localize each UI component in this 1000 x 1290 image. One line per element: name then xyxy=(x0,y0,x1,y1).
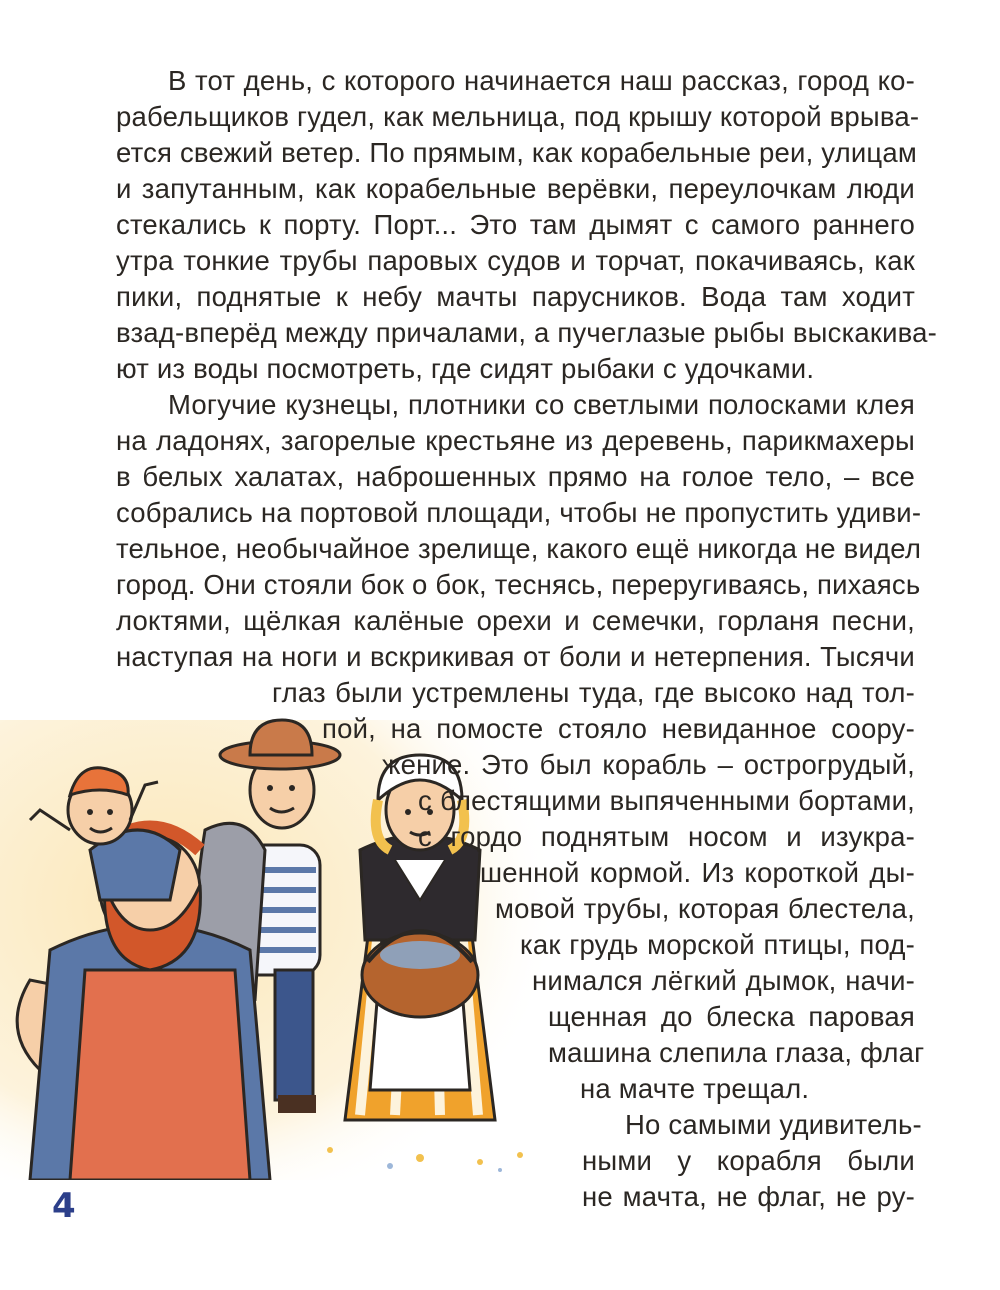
text-line: нимался лёгкий дымок, начи- xyxy=(532,965,915,996)
text-line: жение. Это был корабль – острогрудый, xyxy=(382,749,915,780)
text-line: на ладонях, загорелые крестьяне из деревень, парикмахеры xyxy=(116,425,915,456)
text-line: машина слепила глаза, флаг xyxy=(548,1037,925,1068)
text-line: с блестящими выпяченными бортами, xyxy=(418,785,915,816)
text-line: и запутанным, как корабельные верёвки, переулочкам люди xyxy=(116,173,915,204)
text-line: Могучие кузнецы, плотники со светлыми полосками клея xyxy=(168,389,915,420)
text-line: шенной кормой. Из короткой ды- xyxy=(480,857,915,888)
text-line: рабельщиков гудел, как мельница, под крышу которой врыва- xyxy=(116,101,920,132)
text-line: пики, поднятые к небу мачты парусников. Вода там ходит xyxy=(116,281,915,312)
text-line: локтями, щёлкая калёные орехи и семечки, горланя песни, xyxy=(116,605,915,636)
text-line: Но самыми удивитель- xyxy=(625,1109,922,1140)
text-line: щенная до блеска паровая xyxy=(548,1001,915,1032)
text-line: ется свежий ветер. По прямым, как корабельные реи, улицам xyxy=(116,137,917,168)
text-line: ными у корабля были xyxy=(582,1145,915,1176)
text-line: на мачте трещал. xyxy=(580,1073,810,1104)
text-line: собрались на портовой площади, чтобы не пропустить удиви- xyxy=(116,497,922,528)
page-number: 4 xyxy=(52,1186,76,1226)
text-line: пой, на помосте стояло невиданное соору- xyxy=(322,713,915,744)
text-line: город. Они стояли бок о бок, теснясь, переругиваясь, пихаясь xyxy=(116,569,921,600)
text-line: В тот день, с которого начинается наш рассказ, город ко- xyxy=(168,65,915,96)
text-line: мовой трубы, которая блестела, xyxy=(495,893,915,924)
text-line: глаз были устремлены туда, где высоко над тол- xyxy=(272,677,915,708)
text-line: с гордо поднятым носом и изукра- xyxy=(418,821,915,852)
text-line: в белых халатах, наброшенных прямо на голое тело, – все xyxy=(116,461,915,492)
text-line: как грудь морской птицы, под- xyxy=(520,929,915,960)
text-line: наступая на ноги и вскрикивая от боли и нетерпения. Тысячи xyxy=(116,641,915,672)
text-line: стекались к порту. Порт... Это там дымят с самого раннего xyxy=(116,209,915,240)
text-line: тельное, необычайное зрелище, какого ещё никогда не видел xyxy=(116,533,922,564)
text-line: утра тонкие трубы паровых судов и торчат, покачиваясь, как xyxy=(116,245,915,276)
text-line: ют из воды посмотреть, где сидят рыбаки с удочками. xyxy=(116,353,815,384)
text-line: взад-вперёд между причалами, а пучеглазые рыбы выскакива- xyxy=(116,317,938,348)
text-line: не мачта, не флаг, не ру- xyxy=(582,1181,915,1212)
